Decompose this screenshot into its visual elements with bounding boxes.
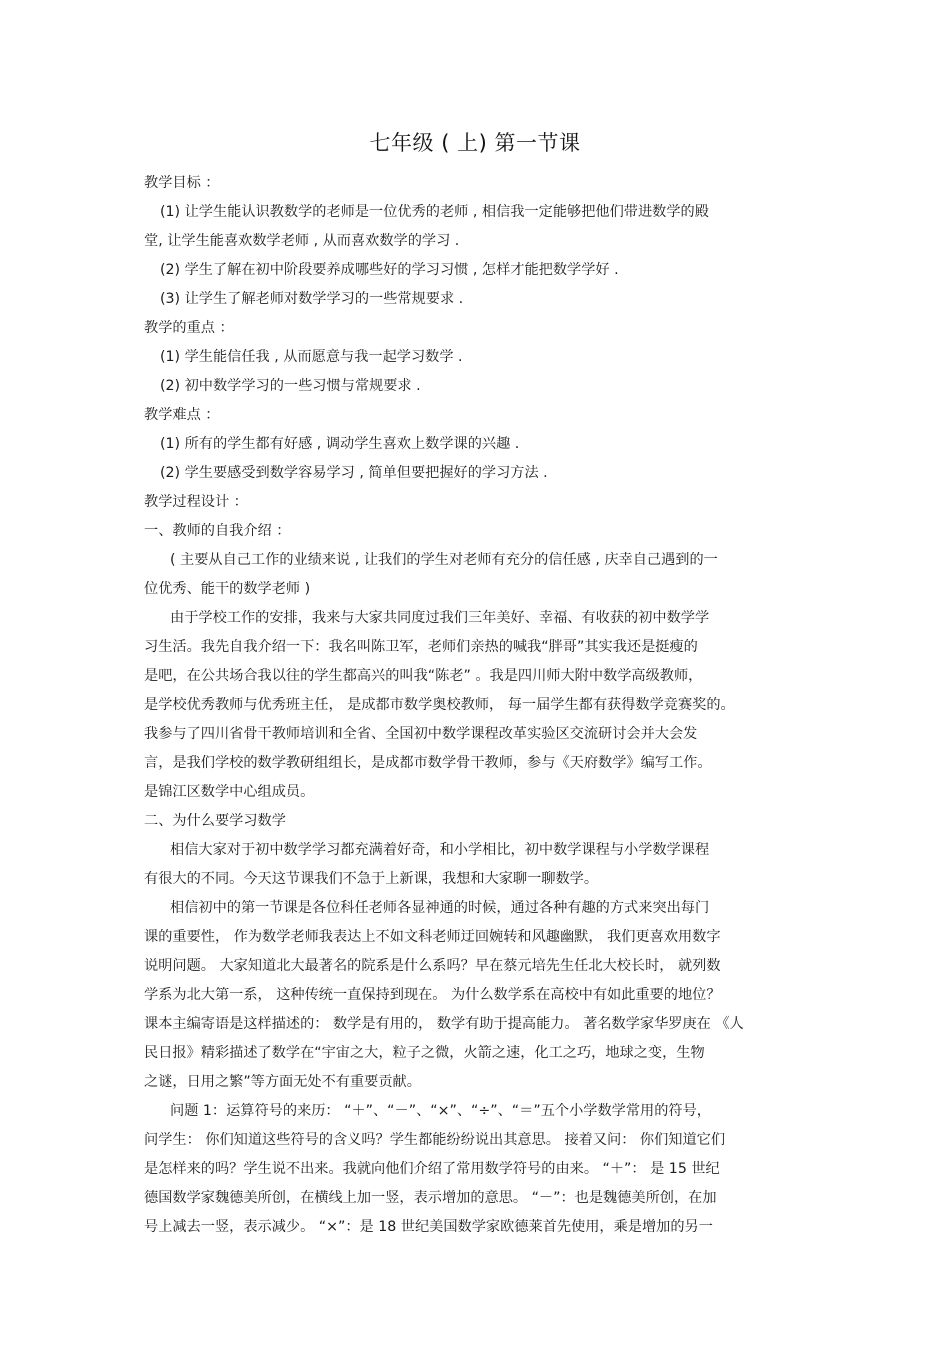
why-math-paragraph-line: 课本主编寄语是这样描述的： 数学是有用的， 数学有助于提高能力。 著名数学家华罗庚在 《人	[144, 1016, 744, 1032]
section-1-heading: 一、教师的自我介绍 ：	[144, 523, 291, 539]
intro-paragraph-line: 是吧，在公共场合我以往的学生都高兴的叫我“陈老” 。我是四川师大附中数学高级教师，	[144, 668, 703, 684]
why-math-paragraph-line: 民日报》精彩描述了数学在“宇宙之大，粒子之微，火箭之速，化工之巧，地球之变，生物	[144, 1045, 705, 1061]
key-point-1: (1) 学生能信任我 , 从而愿意与我一起学习数学 .	[160, 349, 463, 365]
intro-paragraph-line: 由于学校工作的安排，我来与大家共同度过我们三年美好、幸福、有收获的初中数学学	[170, 610, 710, 626]
question-1-line: 号上减去一竖，表示减少。 “×”：是 18 世纪美国数学家欧德莱首先使用，乘是增加的另一	[144, 1219, 713, 1235]
difficulty-2: (2) 学生要感受到数学容易学习 , 简单但要把握好的学习方法 .	[160, 465, 548, 481]
intro-paragraph-line: 是锦江区数学中心组成员。	[144, 784, 315, 800]
heading-process-design: 教学过程设计 ：	[144, 494, 248, 510]
why-math-paragraph-line: 课的重要性， 作为数学老师我表达上不如文科老师迂回婉转和风趣幽默， 我们更喜欢用数字	[144, 929, 721, 945]
page-title: 七年级 ( 上) 第一节课	[369, 131, 581, 155]
heading-key-points: 教学的重点 ：	[144, 320, 234, 336]
question-1-line: 是怎样来的吗？学生说不出来。我就向他们介绍了常用数学符号的由来。 “＋”： 是 15 世纪	[144, 1161, 720, 1177]
goal-item-1: (1) 让学生能认识教数学的老师是一位优秀的老师 , 相信我一定能够把他们带进数学的殿	[160, 204, 709, 220]
why-math-paragraph-line: 相信初中的第一节课是各位科任老师各显神通的时候，通过各种有趣的方式来突出每门	[170, 900, 710, 916]
heading-difficulties: 教学难点 ：	[144, 407, 220, 423]
why-math-paragraph-line: 之谜，日用之繁”等方面无处不有重要贡献。	[144, 1074, 421, 1090]
heading-teaching-goals: 教学目标 ：	[144, 175, 220, 191]
why-math-paragraph-line: 有很大的不同。今天这节课我们不急于上新课，我想和大家聊一聊数学。	[144, 871, 599, 887]
difficulty-1: (1) 所有的学生都有好感 , 调动学生喜欢上数学课的兴趣 .	[160, 436, 520, 452]
section-2-heading: 二、为什么要学习数学	[144, 813, 286, 829]
intro-paragraph-line: 我参与了四川省骨干教师培训和全省、全国初中数学课程改革实验区交流研讨会并大会发	[144, 726, 698, 742]
section-1-note-continued: 位优秀、能干的数学老师 )	[144, 581, 311, 597]
why-math-paragraph-line: 说明问题。 大家知道北大最著名的院系是什么系吗？早在蔡元培先生任北大校长时， 就列数	[144, 958, 721, 974]
why-math-paragraph-line: 相信大家对于初中数学学习都充满着好奇，和小学相比，初中数学课程与小学数学课程	[170, 842, 710, 858]
question-1-line: 问题 1：运算符号的来历： “＋”、“－”、“×”、“÷”、“＝”五个小学数学常用的符号，	[170, 1103, 711, 1119]
goal-item-1-continued: 堂, 让学生能喜欢数学老师 , 从而喜欢数学的学习 .	[144, 233, 460, 249]
question-1-line: 问学生： 你们知道这些符号的含义吗？学生都能纷纷说出其意思。 接着又问： 你们知道它们	[144, 1132, 726, 1148]
question-1-line: 德国数学家魏德美所创，在横线上加一竖，表示增加的意思。 “－”：也是魏德美所创，在加	[144, 1190, 717, 1206]
intro-paragraph-line: 习生活。我先自我介绍一下：我名叫陈卫军，老师们亲热的喊我“胖哥”其实我还是挺瘦的	[144, 639, 698, 655]
why-math-paragraph-line: 学系为北大第一系， 这种传统一直保持到现在。 为什么数学系在高校中有如此重要的地位？	[144, 987, 721, 1003]
goal-item-3: (3) 让学生了解老师对数学学习的一些常规要求 .	[160, 291, 464, 307]
intro-paragraph-line: 言，是我们学校的数学教研组组长，是成都市数学骨干教师，参与《天府数学》编写工作。	[144, 755, 712, 771]
key-point-2: (2) 初中数学学习的一些习惯与常规要求 .	[160, 378, 421, 394]
intro-paragraph-line: 是学校优秀教师与优秀班主任， 是成都市数学奥校教师， 每一届学生都有获得数学竞赛奖的。	[144, 697, 735, 713]
goal-item-2: (2) 学生了解在初中阶段要养成哪些好的学习习惯 , 怎样才能把数学学好 .	[160, 262, 619, 278]
section-1-note: ( 主要从自己工作的业绩来说 , 让我们的学生对老师有充分的信任感 , 庆幸自己遇到的一	[170, 552, 718, 568]
